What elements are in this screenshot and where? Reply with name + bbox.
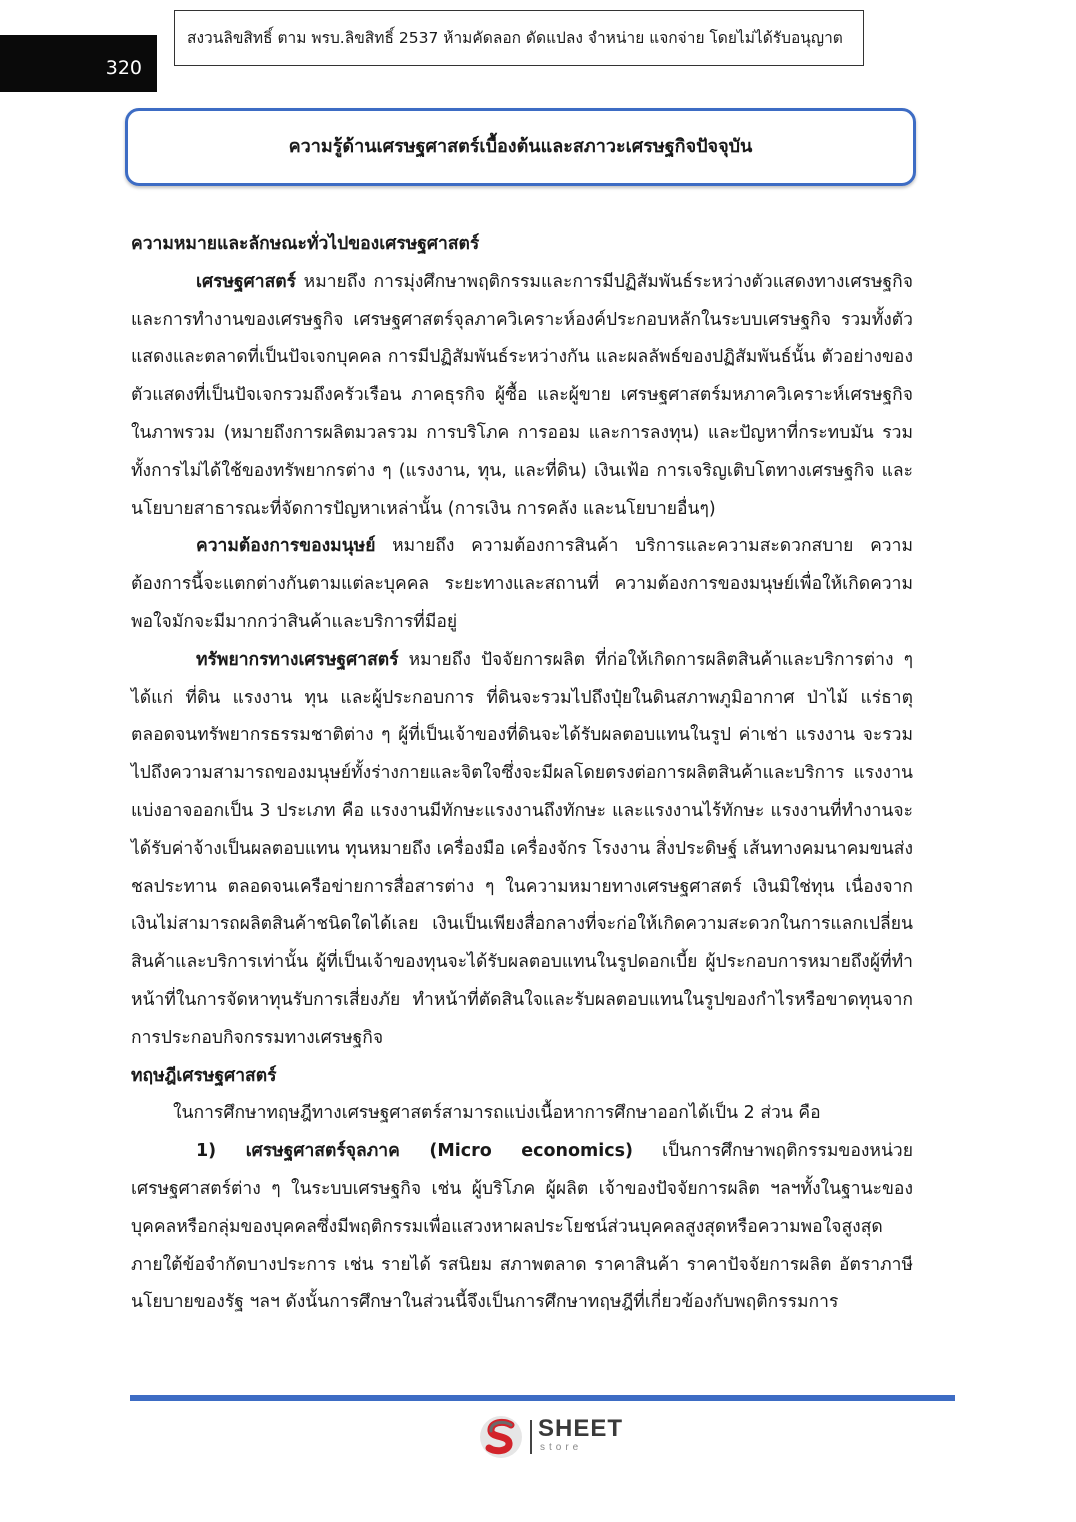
copyright-notice: สงวนลิขสิทธิ์ ตาม พรบ.ลิขสิทธิ์ 2537 ห้ามคัดลอก ดัดแปลง จำหน่าย แจกจ่าย โดยไม่ได้รับอนุญาต	[174, 10, 864, 66]
document-body	[131, 226, 913, 1322]
section-heading-definition: ความหมายและลักษณะทั่วไปของเศรษฐศาสตร์	[131, 234, 480, 254]
logo-divider	[530, 1420, 532, 1454]
paragraph-text: หมายถึง ปัจจัยการผลิต ที่ก่อให้เกิดการผลิตสินค้าและบริการต่าง ๆ ได้แก่ ที่ดิน แรงงาน ทุน และผู้ประกอบการ ที่ดินจะรวมไปถึงปุ๋ยในดินสภาพภูมิอากาศ ป่าไม้ แร่ธาตุ ตลอดจนทรัพยากรธรรมชาติต่าง ๆ ผู้ที่เป็นเจ้าของที่ดินจะได้รับผลตอบแทนในรูป ค่าเช่า แรงงาน จะรวมไปถึงความสามารถของมนุษย์ทั้งร่างกายและจิตใจซึ่งจะมีผลโดยตรงต่อการผลิตสินค้าและบริการ แรงงานแบ่งอาจออกเป็น 3 ประเภท คือ แรงงานมีทักษะแรงงานถึงทักษะ และแรงงานไร้ทักษะ แรงงานที่ทำงานจะได้รับค่าจ้างเป็นผลตอบแทน ทุนหมายถึง เครื่องมือ เครื่องจักร โรงงาน สิ่งประดิษฐ์ เส้นทางคมนาคมขนส่ง ชลประทาน ตลอดจนเครือข่ายการสื่อสารต่าง ๆ ในความหมายทางเศรษฐศาสตร์ เงินมิใช่ทุน เนื่องจากเงินไม่สามารถผลิตสินค้าชนิดใดได้เลย เงินเป็นเพียงสื่อกลางที่จะก่อให้เกิดความสะดวกในการแลกเปลี่ยนสินค้าและบริการเท่านั้น ผู้ที่เป็นเจ้าของทุนจะได้รับผลตอบแทนในรูปดอกเบี้ย ผู้ประกอบการหมายถึงผู้ที่ทำหน้าที่ในการจัดหาทุนรับการเสี่ยงภัย ทำหน้าที่ตัดสินใจและรับผลตอบแทนในรูปของกำไรหรือขาดทุนจากการประกอบกิจกรรมทางเศรษฐกิจ	[131, 649, 913, 1048]
paragraph-text: เป็นการศึกษาพฤติกรรมของหน่วยเศรษฐศาสตร์ต่าง ๆ ในระบบเศรษฐกิจ เช่น ผู้บริโภค ผู้ผลิต เจ้าของปัจจัยการผลิต ฯลฯทั้งในฐานะของบุคคลหรือกลุ่มของบุคคลซึ่งมีพฤติกรรมเพื่อแสวงหาผลประโยชน์ส่วนบุคคลสูงสุดหรือความพอใจสูงสุดภายใต้ข้อจำกัดบางประการ เช่น รายได้ รสนิยม สภาพตลาด ราคาสินค้า ราคาปัจจัยการผลิต อัตราภาษี นโยบายของรัฐ ฯลฯ ดังนั้นการศึกษาในส่วนนี้จึงเป็นการศึกษาทฤษฎีที่เกี่ยวข้องกับพฤติกรรมการ	[131, 1141, 913, 1313]
page-number-box	[0, 35, 157, 92]
paragraph-human-wants	[131, 528, 913, 641]
page-title: ความรู้ด้านเศรษฐศาสตร์เบื้องต้นและสภาวะเศรษฐกิจปัจจุบัน	[125, 108, 916, 186]
logo-subtext: store	[540, 1442, 583, 1453]
paragraph-resources	[131, 642, 913, 1058]
paragraph-text: หมายถึง การมุ่งศึกษาพฤติกรรมและการมีปฏิสัมพันธ์ระหว่างตัวแสดงทางเศรษฐกิจและการทำงานของเศรษฐกิจ เศรษฐศาสตร์จุลภาควิเคราะห์องค์ประกอบหลักในระบบเศรษฐกิจ รวมทั้งตัวแสดงและตลาดที่เป็นปัจเจกบุคคล การมีปฏิสัมพันธ์ระหว่างกัน และผลลัพธ์ของปฏิสัมพันธ์นั้น ตัวอย่างของตัวแสดงที่เป็นปัจเจกรวมถึงครัวเรือน ภาคธุรกิจ ผู้ซื้อ และผู้ขาย เศรษฐศาสตร์มหภาควิเคราะห์เศรษฐกิจในภาพรวม (หมายถึงการผลิตมวลรวม การบริโภค การออม และการลงทุน) และปัญหาที่กระทบมัน รวมทั้งการไม่ได้ใช้ของทรัพยากรต่าง ๆ (แรงงาน, ทุน, และที่ดิน) เงินเฟ้อ การเจริญเติบโตทางเศรษฐกิจ และนโยบายสาธารณะที่จัดการปัญหาเหล่านั้น (การเงิน การคลัง และนโยบายอื่นๆ)	[131, 271, 913, 519]
term-resources: ทรัพยากรทางเศรษฐศาสตร์	[196, 649, 399, 670]
sheet-store-logo	[478, 1414, 628, 1460]
section-heading-theory: ทฤษฎีเศรษฐศาสตร์	[131, 1065, 277, 1086]
paragraph-microeconomics	[131, 1133, 913, 1322]
term-economics: เศรษฐศาสตร์	[196, 271, 297, 292]
paragraph-economics	[131, 264, 913, 529]
paragraph-text: หมายถึง ความต้องการสินค้า บริการและความสะดวกสบาย ความต้องการนี้จะแตกต่างกันตามแต่ละบุคคล ระยะทางและสถานที่ ความต้องการของมนุษย์เพื่อให้เกิดความพอใจมักจะมีมากกว่าสินค้าและบริการที่มีอยู่	[131, 536, 913, 632]
footer-rule	[130, 1395, 955, 1401]
paragraph-theory-intro: ในการศึกษาทฤษฎีทางเศรษฐศาสตร์สามารถแบ่งเนื้อหาการศึกษาออกได้เป็น 2 ส่วน คือ	[173, 1103, 821, 1124]
s-logo-icon	[478, 1414, 524, 1460]
term-microeconomics: 1) เศรษฐศาสตร์จุลภาค (Micro economics)	[196, 1141, 634, 1162]
logo-wordmark: SHEET	[538, 1415, 624, 1442]
term-human-wants: ความต้องการของมนุษย์	[196, 536, 376, 557]
page-number: 320	[105, 57, 142, 79]
